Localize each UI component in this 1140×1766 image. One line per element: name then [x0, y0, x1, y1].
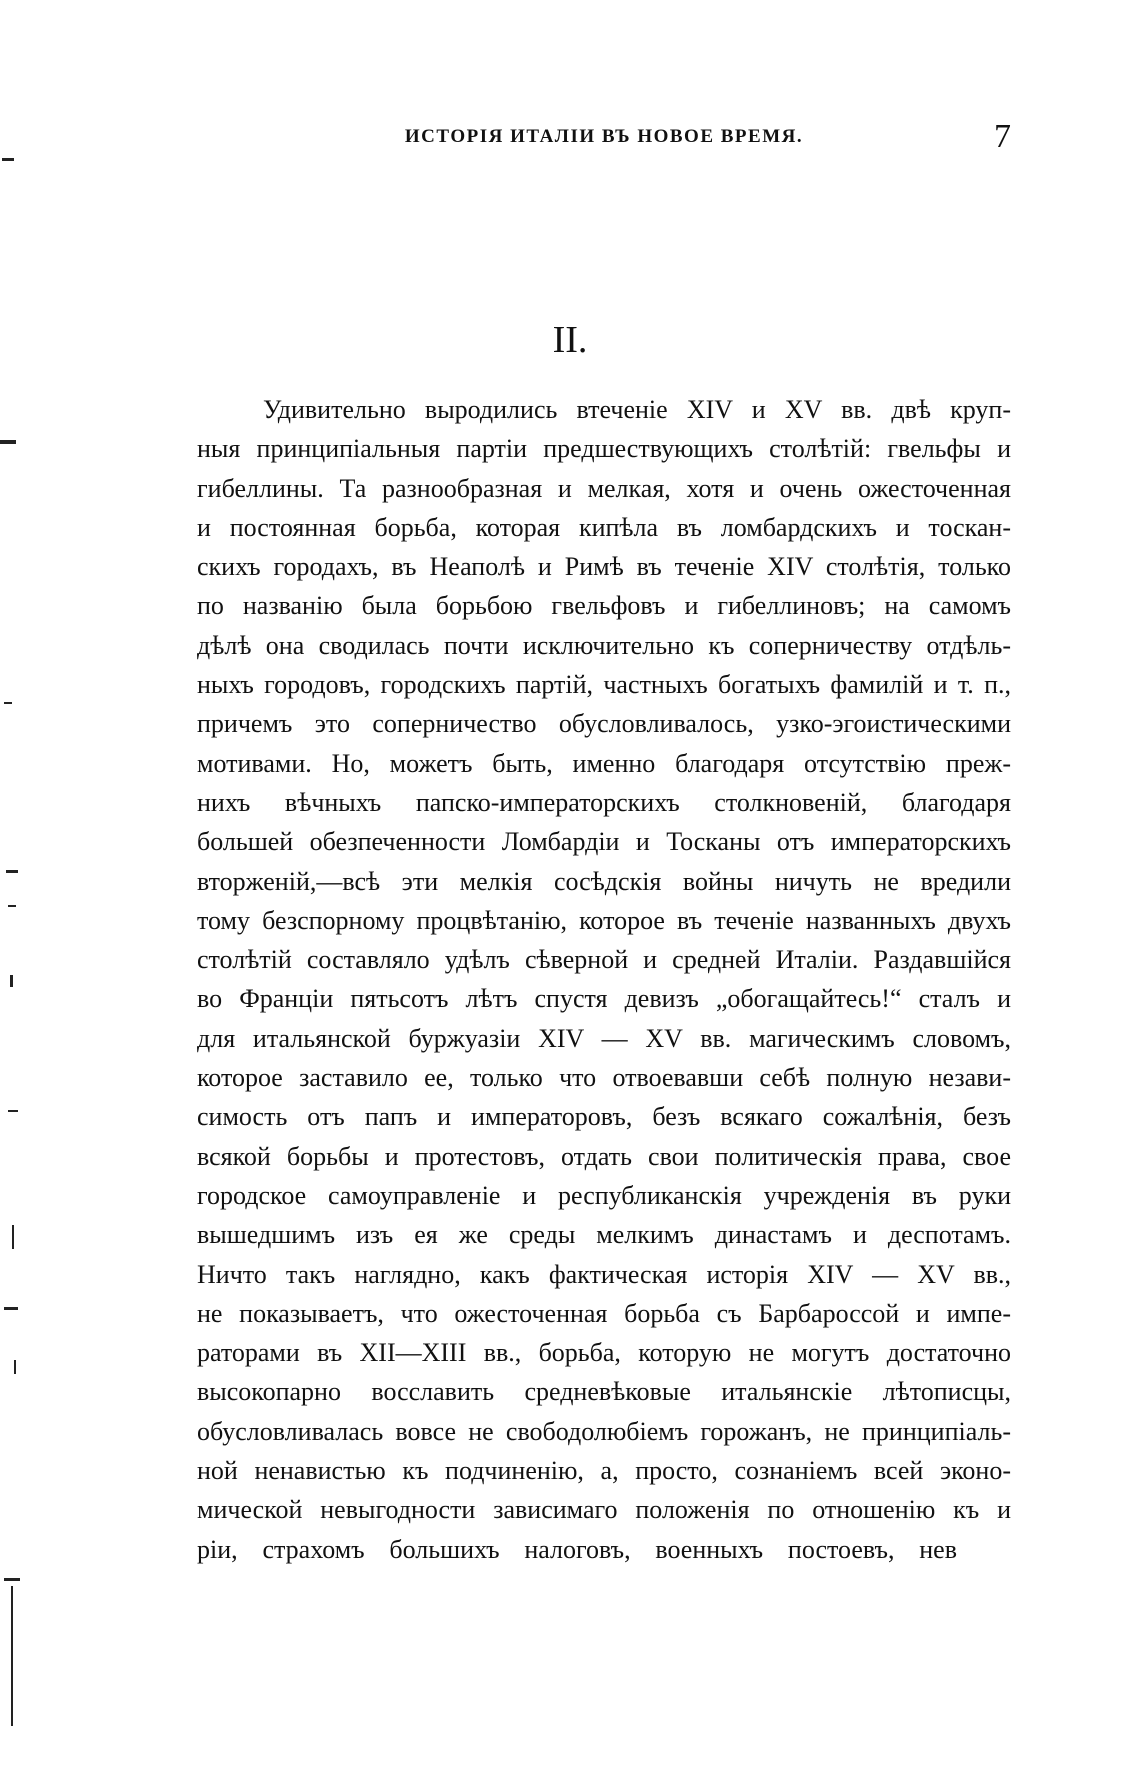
text-line: во Франціи пятьсотъ лѣтъ спустя девизъ „обогащайтесь!“ сталъ и [197, 984, 1011, 1014]
text-line: ной ненавистью къ подчиненію, а, просто, сознаніемъ всей эконо- [197, 1456, 1011, 1486]
body-paragraph [197, 390, 1011, 1569]
text-line: мической невыгодности зависимаго положенія по отношенію къ и [197, 1495, 1011, 1525]
text-line: для итальянской буржуазіи XIV — XV вв. магическимъ словомъ, [197, 1023, 1011, 1053]
text-line: ріи, страхомъ большихъ налоговъ, военныхъ постоевъ, нев [197, 1534, 957, 1564]
text-line: причемъ это соперничество обусловливалось, узко-эгоистическими [197, 709, 1011, 739]
scan-artifact [0, 440, 16, 444]
scan-artifact [4, 1578, 20, 1581]
text-line: симость отъ папъ и императоровъ, безъ всякаго сожалѣнія, безъ [197, 1102, 1011, 1132]
text-line: которое заставило ее, только что отвоевавши себѣ полную незави- [197, 1063, 1011, 1093]
scan-artifact [11, 1586, 13, 1726]
text-line: не показываетъ, что ожесточенная борьба съ Барбароссой и импе- [197, 1298, 1011, 1328]
scan-artifact [10, 975, 13, 987]
text-line: скихъ городахъ, въ Неаполѣ и Римѣ въ теченіе XIV столѣтія, только [197, 552, 1011, 582]
text-line: обусловливалась вовсе не свободолюбіемъ горожанъ, не принципіаль- [197, 1416, 1011, 1446]
running-head [197, 118, 1011, 158]
text-line: высокопарно восславить средневѣковые итальянскіе лѣтописцы, [197, 1377, 1011, 1407]
text-line: вышедшимъ изъ ея же среды мелкимъ династамъ и деспотамъ. [197, 1220, 1011, 1250]
text-line: и постоянная борьба, которая кипѣла въ ломбардскихъ и тоскан- [197, 512, 1011, 542]
text-line: мотивами. Но, можетъ быть, именно благодаря отсутствію преж- [197, 748, 1011, 778]
text-line: нихъ вѣчныхъ папско-императорскихъ столкновеній, благодаря [197, 787, 1011, 817]
text-line: тому безспорному процвѣтанію, которое въ теченіе названныхъ двухъ [197, 905, 1011, 935]
text-line: Удивительно выродились втеченіе XIV и XV вв. двѣ круп- [263, 395, 1011, 424]
text-line: вторженій,—всѣ эти мелкія сосѣдскія войны ничуть не вредили [197, 866, 1011, 896]
text-line: дѣлѣ она сводилась почти исключительно къ соперничеству отдѣль- [197, 630, 1011, 660]
scan-artifact [4, 702, 12, 704]
text-line: городское самоуправленіе и республиканскія учрежденія въ руки [197, 1180, 1011, 1210]
scan-artifact [12, 1225, 14, 1249]
scan-artifact [8, 905, 16, 907]
text-line: по названію была борьбою гвельфовъ и гибеллиновъ; на самомъ [197, 591, 1011, 621]
page-number: 7 [994, 118, 1011, 155]
text-line: всякой борьбы и протестовъ, отдать свои политическія права, свое [197, 1141, 1011, 1171]
scan-artifact [14, 1360, 16, 1374]
text-line: гибеллины. Та разнообразная и мелкая, хотя и очень ожесточенная [197, 473, 1011, 503]
scan-artifact [2, 158, 14, 161]
text-line: ныхъ городовъ, городскихъ партій, частныхъ богатыхъ фамилій и т. п., [197, 670, 1011, 700]
section-heading: II. [552, 319, 588, 361]
text-line: ныя принципіальныя партіи предшествующихъ столѣтій: гвельфы и [197, 434, 1011, 464]
scan-artifact [6, 870, 18, 873]
text-line: большей обезпеченности Ломбардіи и Тосканы отъ императорскихъ [197, 827, 1011, 857]
scan-artifact [8, 1110, 18, 1112]
scan-artifact [4, 1307, 18, 1310]
text-line: столѣтій составляло удѣлъ сѣверной и средней Италіи. Раздавшійся [197, 945, 1011, 975]
running-title: ИСТОРІЯ ИТАЛІИ ВЪ НОВОЕ ВРЕМЯ. [404, 126, 804, 147]
text-line: Ничто такъ наглядно, какъ фактическая исторія XIV — XV вв., [197, 1259, 1011, 1289]
text-line: раторами въ XII—XIII вв., борьба, которую не могутъ достаточно [197, 1338, 1011, 1368]
